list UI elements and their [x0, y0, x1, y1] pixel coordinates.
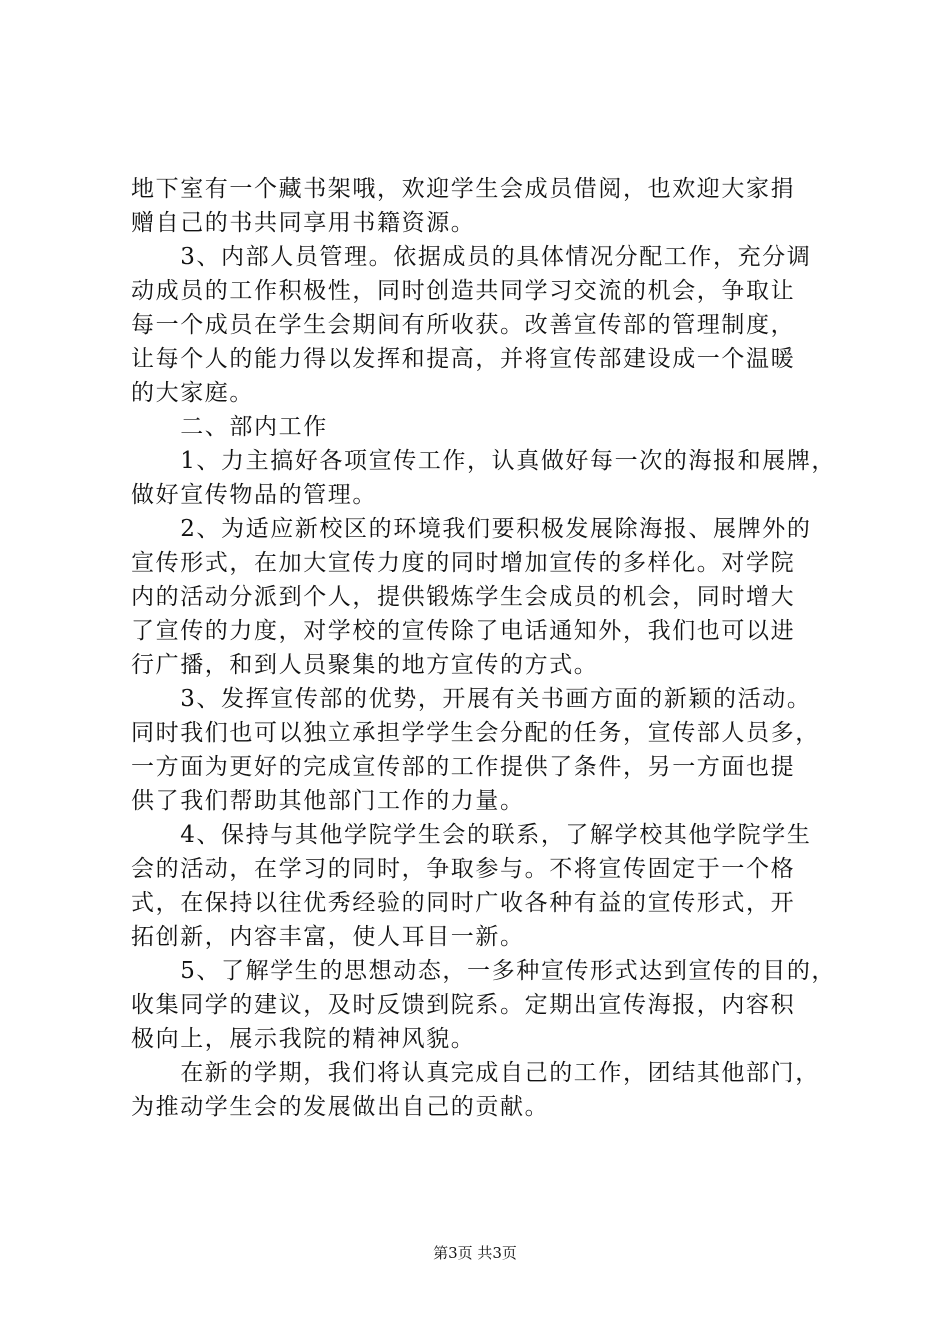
text-line: 4、保持与其他学院学生会的联系，了解学校其他学院学生 [131, 822, 812, 848]
text-line: 式，在保持以往优秀经验的同时广收各种有益的宣传形式，开 [131, 890, 796, 916]
text-line: 行广播，和到人员聚集的地方宣传的方式。 [131, 652, 599, 678]
text-line: 1、力主搞好各项宣传工作，认真做好每一次的海报和展牌， [131, 448, 837, 474]
text-line: 宣传形式，在加大宣传力度的同时增加宣传的多样化。对学院 [131, 550, 796, 576]
text-line: 的大家庭。 [131, 380, 254, 406]
text-line: 5、了解学生的思想动态，一多种宣传形式达到宣传的目的， [131, 958, 837, 984]
text-line: 内的活动分派到个人，提供锻炼学生会成员的机会，同时增大 [131, 584, 796, 610]
text-line: 3、内部人员管理。依据成员的具体情况分配工作，充分调 [131, 244, 812, 270]
text-line: 在新的学期，我们将认真完成自己的工作，团结其他部门， [131, 1060, 820, 1086]
text-line: 动成员的工作积极性，同时创造共同学习交流的机会，争取让 [131, 278, 796, 304]
text-line: 2、为适应新校区的环境我们要积极发展除海报、展牌外的 [131, 516, 812, 542]
text-line: 会的活动，在学习的同时，争取参与。不将宣传固定于一个格 [131, 856, 796, 882]
text-line: 每一个成员在学生会期间有所收获。改善宣传部的管理制度， [131, 312, 796, 338]
text-line: 赠自己的书共同享用书籍资源。 [131, 210, 476, 236]
text-line: 收集同学的建议，及时反馈到院系。定期出宣传海报，内容积 [131, 992, 796, 1018]
text-line: 一方面为更好的完成宣传部的工作提供了条件，另一方面也提 [131, 754, 796, 780]
document-body [131, 172, 835, 1124]
text-line: 了宣传的力度，对学校的宣传除了电话通知外，我们也可以进 [131, 618, 796, 644]
text-line: 让每个人的能力得以发挥和提高，并将宣传部建设成一个温暖 [131, 346, 796, 372]
text-line: 做好宣传物品的管理。 [131, 482, 377, 508]
text-line: 为推动学生会的发展做出自己的贡献。 [131, 1094, 550, 1120]
text-line: 极向上，展示我院的精神风貌。 [131, 1026, 476, 1052]
text-line: 供了我们帮助其他部门工作的力量。 [131, 788, 525, 814]
section-heading: 二、部内工作 [131, 414, 328, 440]
page-footer: 第3页 共3页 [433, 1244, 517, 1262]
text-line: 同时我们也可以独立承担学学生会分配的任务，宣传部人员多， [131, 720, 820, 746]
text-line: 拓创新，内容丰富，使人耳目一新。 [131, 924, 525, 950]
text-line: 3、发挥宣传部的优势，开展有关书画方面的新颖的活动。 [131, 686, 812, 712]
text-line: 地下室有一个藏书架哦，欢迎学生会成员借阅，也欢迎大家捐 [131, 176, 796, 202]
